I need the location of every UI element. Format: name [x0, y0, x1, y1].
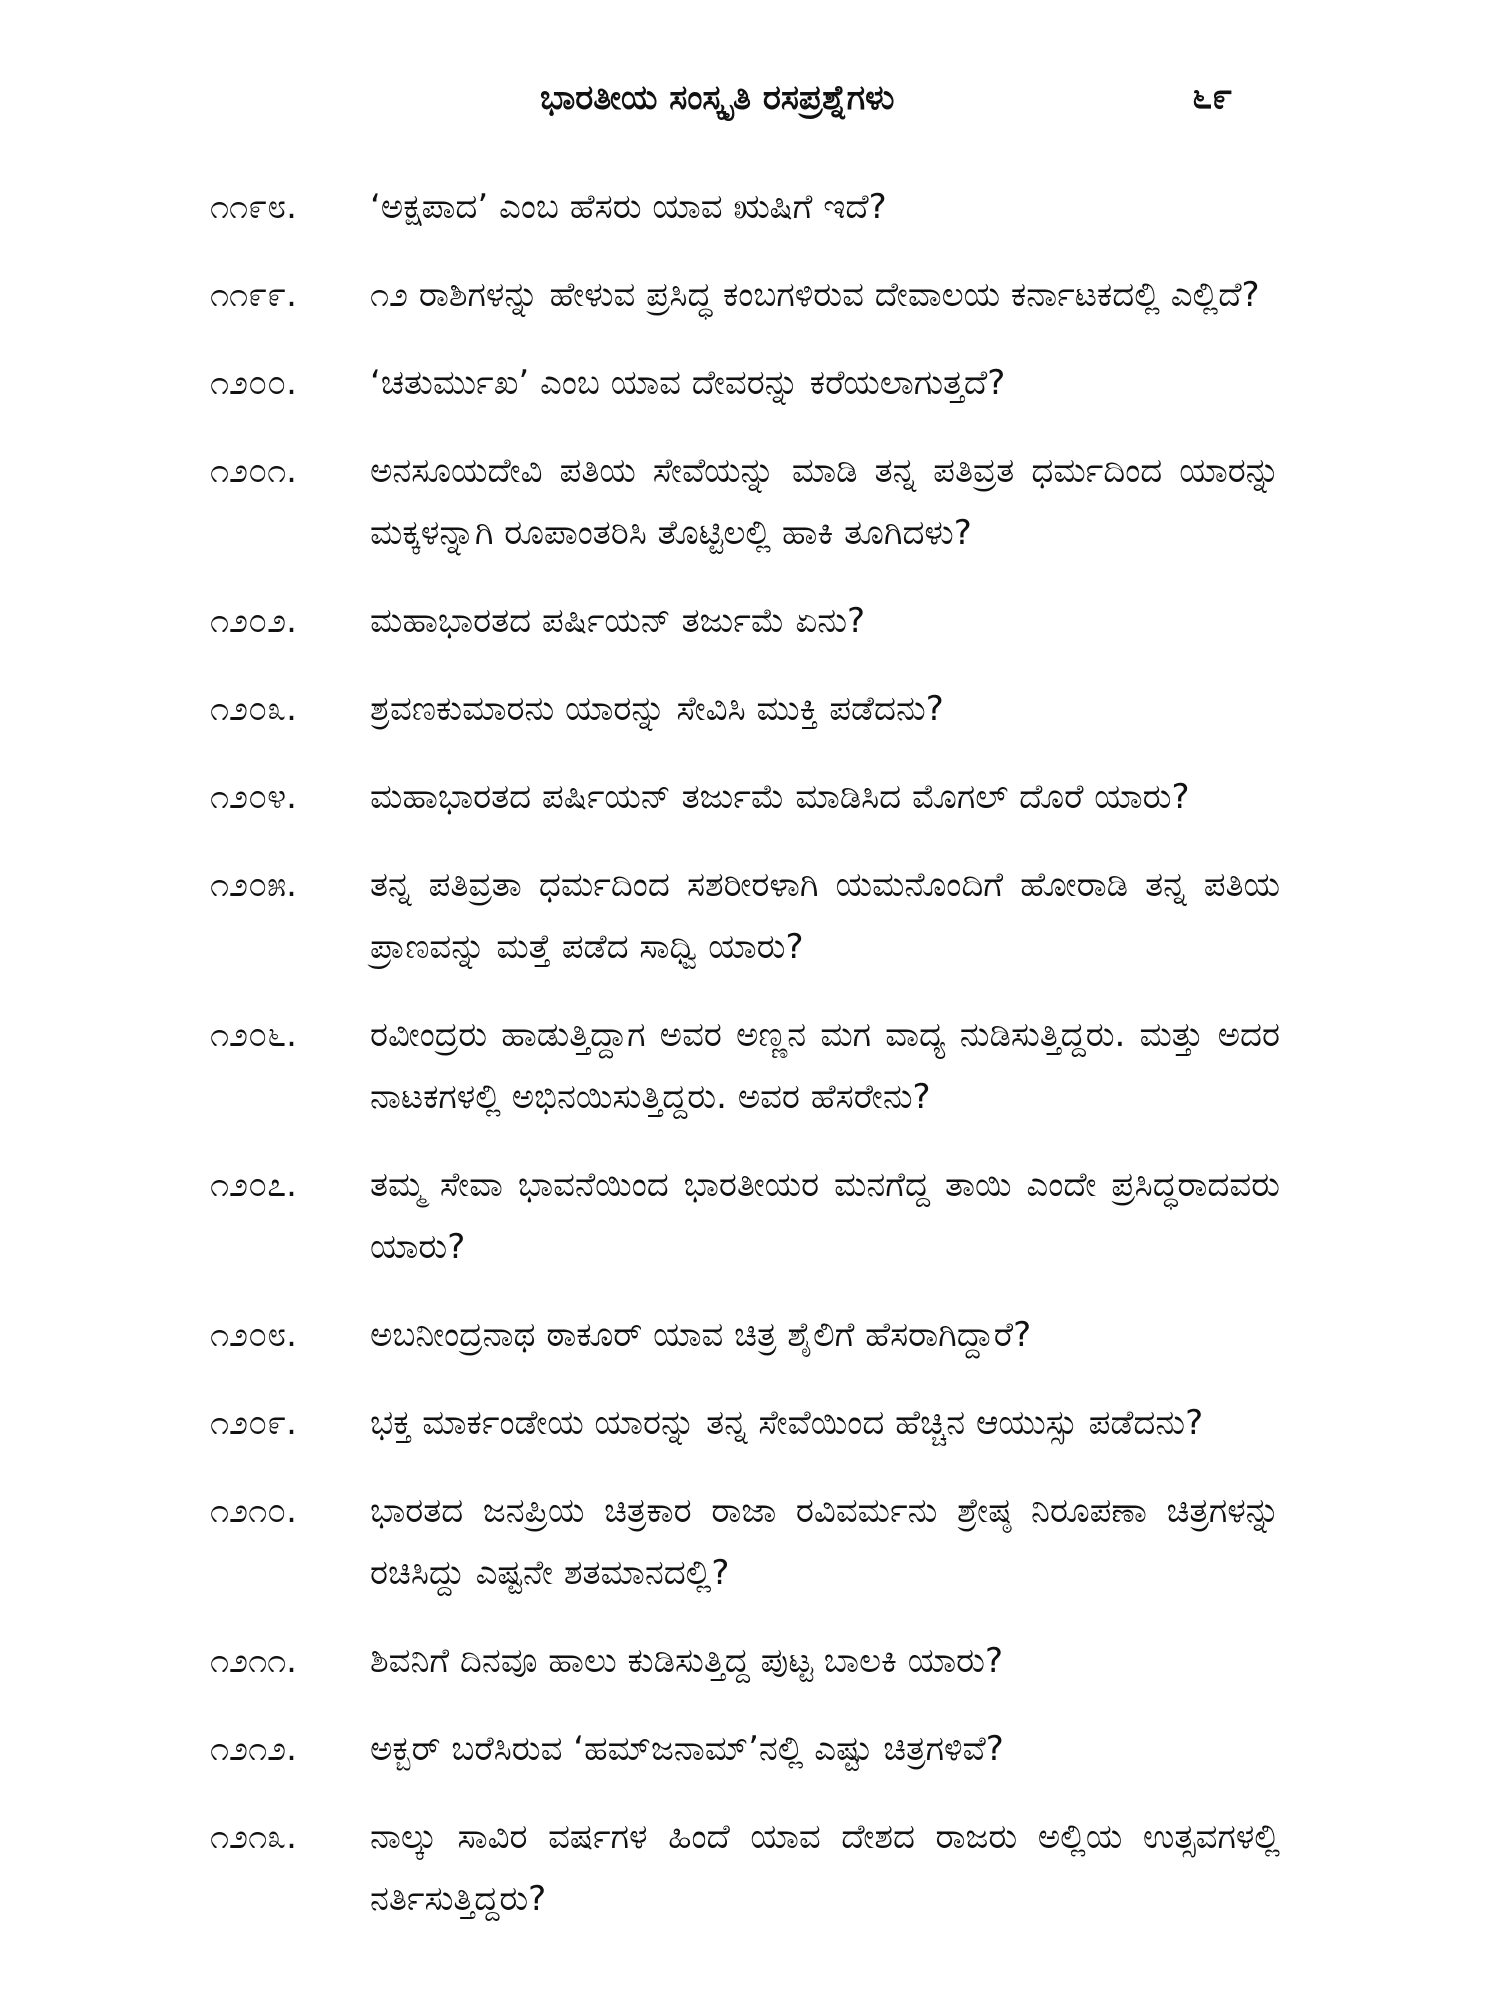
question-text: ‘ಚತುರ್ಮುಖ’ ಎಂಬ ಯಾವ ದೇವರನ್ನು ಕರೆಯಲಾಗುತ್ತದೆ? — [370, 363, 1006, 403]
question-list — [0, 176, 1500, 1956]
running-title: ಭಾರತೀಯ ಸಂಸ್ಕೃತಿ ರಸಪ್ರಶ್ನೆಗಳು — [540, 78, 895, 118]
question-item — [0, 854, 1500, 978]
question-item — [0, 766, 1500, 828]
question-item — [0, 590, 1500, 652]
question-text: ಮಹಾಭಾರತದ ಪರ್ಷಿಯನ್ ತರ್ಜುಮೆ ಮಾಡಿಸಿದ ಮೊಗಲ್ ದೊರೆ ಯಾರು? — [370, 777, 1190, 817]
question-number: ೧೨೦೮. — [210, 1315, 297, 1355]
question-number: ೧೨೧೦. — [210, 1491, 297, 1531]
question-text: ನಾಲ್ಕು ಸಾವಿರ ವರ್ಷಗಳ ಹಿಂದೆ ಯಾವ ದೇಶದ ರಾಜರು ಅಲ್ಲಿಯ ಉತ್ಸವಗಳಲ್ಲಿ ನರ್ತಿಸುತ್ತಿದ್ದರು? — [370, 1817, 1280, 1919]
question-item — [0, 352, 1500, 414]
question-text: ಅನಸೂಯದೇವಿ ಪತಿಯ ಸೇವೆಯನ್ನು ಮಾಡಿ ತನ್ನ ಪತಿವ್ರತ ಧರ್ಮದಿಂದ ಯಾರನ್ನು ಮಕ್ಕಳನ್ನಾಗಿ ರೂಪಾಂತರಿಸಿ ತೊಟ್ಟಿಲಲ್ಲಿ ಹಾಕಿ ತೂಗಿದಳು? — [370, 451, 1280, 553]
page-number: ೬೯ — [1192, 76, 1233, 117]
question-text: ಶಿವನಿಗೆ ದಿನವೂ ಹಾಲು ಕುಡಿಸುತ್ತಿದ್ದ ಪುಟ್ಟ ಬಾಲಕಿ ಯಾರು? — [370, 1641, 1004, 1681]
question-text: ಮಹಾಭಾರತದ ಪರ್ಷಿಯನ್ ತರ್ಜುಮೆ ಏನು? — [370, 601, 866, 641]
question-number: ೧೨೦೭. — [210, 1165, 297, 1205]
question-text: ತನ್ನ ಪತಿವ್ರತಾ ಧರ್ಮದಿಂದ ಸಶರೀರಳಾಗಿ ಯಮನೊಂದಿಗೆ ಹೋರಾಡಿ ತನ್ನ ಪತಿಯ ಪ್ರಾಣವನ್ನು ಮತ್ತೆ ಪಡೆದ ಸಾಧ್ವಿ ಯಾರು? — [370, 865, 1280, 967]
question-text: ತಮ್ಮ ಸೇವಾ ಭಾವನೆಯಿಂದ ಭಾರತೀಯರ ಮನಗೆದ್ದ ತಾಯಿ ಎಂದೇ ಪ್ರಸಿದ್ಧರಾದವರು ಯಾರು? — [370, 1165, 1280, 1267]
question-item — [0, 264, 1500, 326]
question-text: ೧೨ ರಾಶಿಗಳನ್ನು ಹೇಳುವ ಪ್ರಸಿದ್ಧ ಕಂಬಗಳಿರುವ ದೇವಾಲಯ ಕರ್ನಾಟಕದಲ್ಲಿ ಎಲ್ಲಿದೆ? — [370, 275, 1260, 315]
question-text: ಭಕ್ತ ಮಾರ್ಕಂಡೇಯ ಯಾರನ್ನು ತನ್ನ ಸೇವೆಯಿಂದ ಹೆಚ್ಚಿನ ಆಯುಸ್ಸು ಪಡೆದನು? — [370, 1403, 1204, 1443]
question-text: ರವೀಂದ್ರರು ಹಾಡುತ್ತಿದ್ದಾಗ ಅವರ ಅಣ್ಣನ ಮಗ ವಾದ್ಯ ನುಡಿಸುತ್ತಿದ್ದರು. ಮತ್ತು ಅದರ ನಾಟಕಗಳಲ್ಲಿ ಅಭಿನಯಿಸುತ್ತಿದ್ದರು. ಅವರ ಹೆಸರೇನು? — [370, 1015, 1280, 1117]
question-number: ೧೨೦೯. — [210, 1403, 297, 1443]
question-item — [0, 678, 1500, 740]
question-number: ೧೨೦೩. — [210, 689, 297, 729]
question-item — [0, 176, 1500, 238]
question-number: ೧೨೦೬. — [210, 1015, 297, 1055]
question-item — [0, 1480, 1500, 1604]
question-item — [0, 1154, 1500, 1278]
page-header — [0, 72, 1500, 132]
question-item — [0, 1004, 1500, 1128]
question-number: ೧೨೦೦. — [210, 363, 297, 403]
question-item — [0, 1630, 1500, 1692]
question-item — [0, 1806, 1500, 1930]
question-item — [0, 1718, 1500, 1780]
question-number: ೧೨೧೧. — [210, 1641, 297, 1681]
question-text: ಭಾರತದ ಜನಪ್ರಿಯ ಚಿತ್ರಕಾರ ರಾಜಾ ರವಿವರ್ಮನು ಶ್ರೇಷ್ಠ ನಿರೂಪಣಾ ಚಿತ್ರಗಳನ್ನು ರಚಿಸಿದ್ದು ಎಷ್ಟನೇ ಶತಮಾನದಲ್ಲಿ? — [370, 1491, 1280, 1593]
question-item — [0, 1392, 1500, 1454]
question-text: ಅಬನೀಂದ್ರನಾಥ ಠಾಕೂರ್ ಯಾವ ಚಿತ್ರ ಶೈಲಿಗೆ ಹೆಸರಾಗಿದ್ದಾರೆ? — [370, 1315, 1032, 1355]
question-number: ೧೨೦೪. — [210, 777, 297, 817]
question-text: ‘ಅಕ್ಷಪಾದ’ ಎಂಬ ಹೆಸರು ಯಾವ ಋಷಿಗೆ ಇದೆ? — [370, 187, 887, 227]
question-number: ೧೨೦೨. — [210, 601, 297, 641]
question-text: ಅಕ್ಬರ್ ಬರೆಸಿರುವ ‘ಹಮ್‌ಜನಾಮ್’ನಲ್ಲಿ ಎಷ್ಟು ಚಿತ್ರಗಳಿವೆ? — [370, 1729, 1004, 1769]
question-number: ೧೧೯೮. — [210, 187, 297, 227]
question-text: ಶ್ರವಣಕುಮಾರನು ಯಾರನ್ನು ಸೇವಿಸಿ ಮುಕ್ತಿ ಪಡೆದನು? — [370, 689, 944, 729]
question-number: ೧೨೧೨. — [210, 1729, 297, 1769]
question-number: ೧೨೧೩. — [210, 1817, 297, 1857]
question-number: ೧೧೯೯. — [210, 275, 297, 315]
question-number: ೧೨೦೧. — [210, 451, 297, 491]
question-number: ೧೨೦೫. — [210, 865, 297, 905]
question-item — [0, 1304, 1500, 1366]
question-item — [0, 440, 1500, 564]
